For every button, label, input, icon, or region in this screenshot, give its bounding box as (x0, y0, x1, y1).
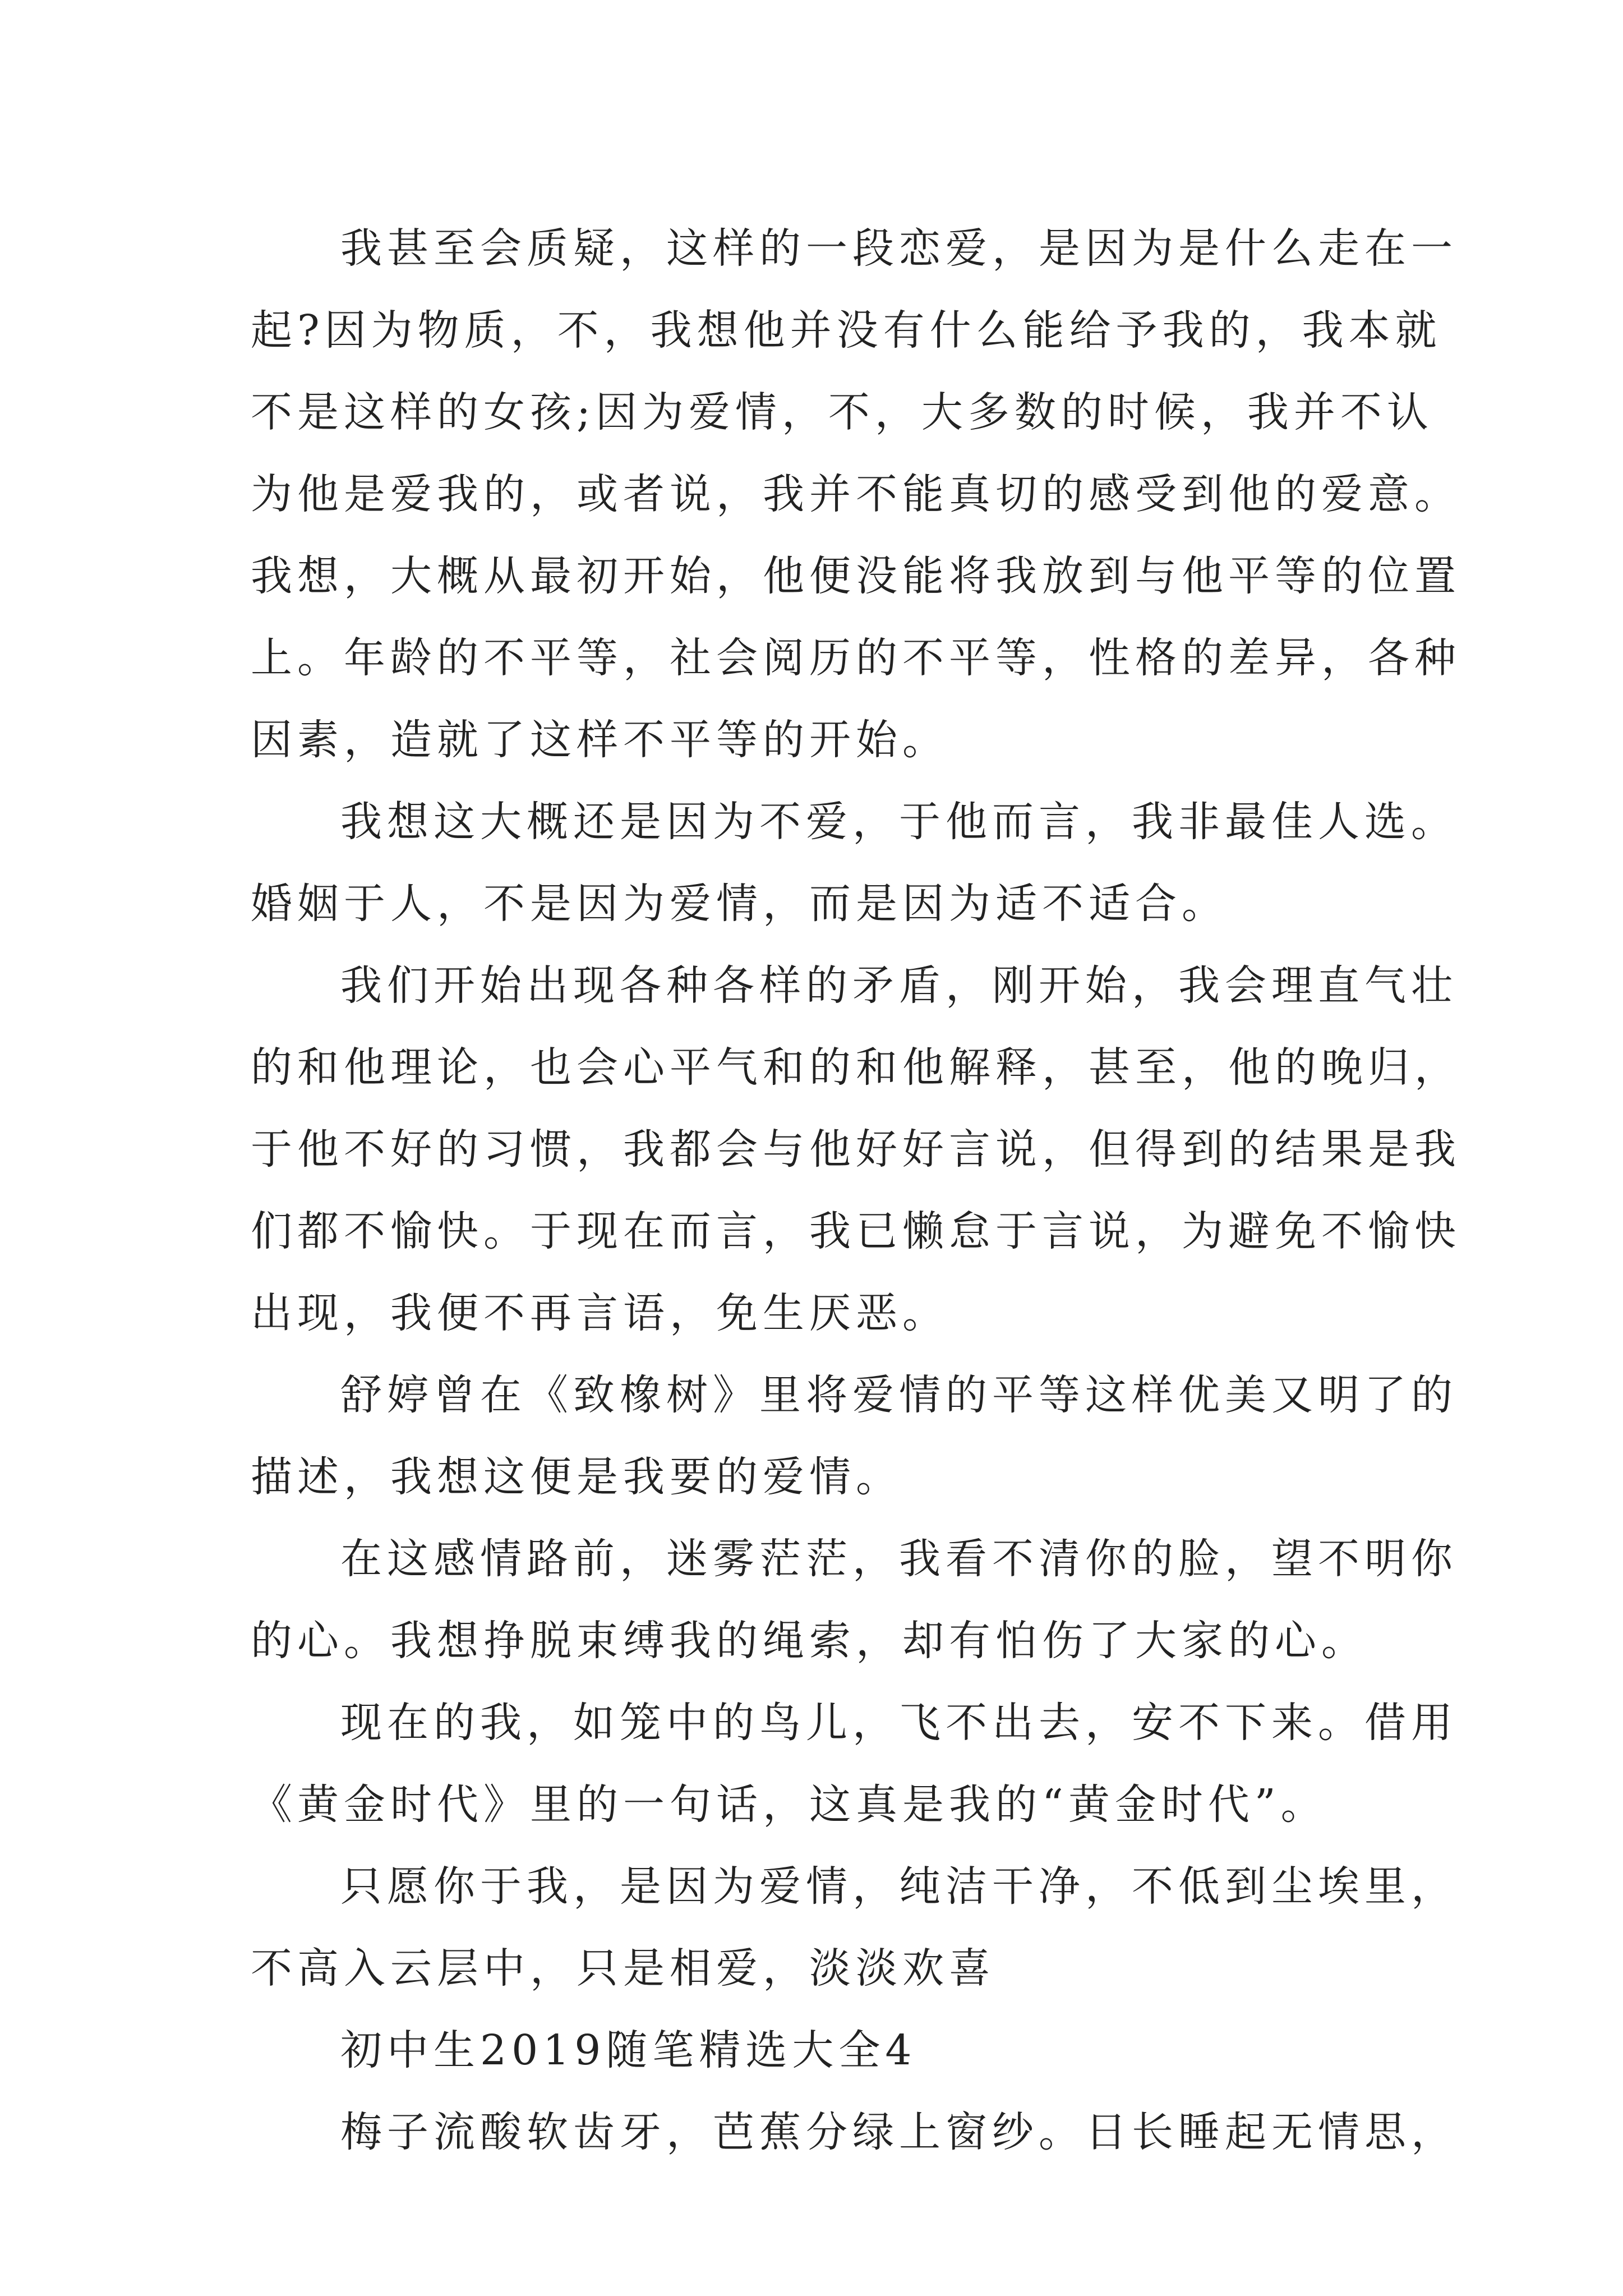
paragraph-line: 的心。我想挣脱束缚我的绳索，却有怕伤了大家的心。 (251, 1617, 1368, 1665)
paragraph-line: 《黄金时代》里的一句话，这真是我的“黄金时代”。 (251, 1780, 1327, 1829)
paragraph-line: 们都不愉快。于现在而言，我已懒怠于言说，为避免不愉快 (251, 1207, 1461, 1255)
section-heading-text: 初中生2019随笔精选大全4 (340, 2026, 917, 2074)
paragraph-line: 上。年龄的不平等，社会阅历的不平等，性格的差异，各种 (251, 634, 1461, 682)
paragraph-line: 在这感情路前，迷雾茫茫，我看不清你的脸，望不明你 (340, 1535, 1458, 1583)
paragraph-line: 我想，大概从最初开始，他便没能将我放到与他平等的位置 (251, 552, 1461, 600)
paragraph-line: 出现，我便不再言语，免生厌恶。 (251, 1289, 949, 1337)
paragraph-line: 不是这样的女孩;因为爱情，不，大多数的时候，我并不认 (251, 388, 1433, 436)
paragraph-line: 只愿你于我，是因为爱情，纯洁干净，不低到尘埃里， (340, 1862, 1458, 1911)
paragraph-6 (251, 1682, 1458, 1846)
paragraph-line: 我想这大概还是因为不爱，于他而言，我非最佳人选。 (340, 798, 1458, 846)
paragraph-line: 我们开始出现各种各样的矛盾，刚开始，我会理直气壮 (340, 961, 1458, 1010)
paragraph-line: 描述，我想这便是我要的爱情。 (251, 1453, 902, 1501)
paragraph-line: 起?因为物质，不，我想他并没有什么能给予我的，我本就 (251, 306, 1442, 355)
paragraph-line: 梅子流酸软齿牙，芭蕉分绿上窗纱。日长睡起无情思， (340, 2108, 1458, 2156)
paragraph-line: 因素，造就了这样不平等的开始。 (251, 716, 949, 764)
paragraph-line: 舒婷曾在《致橡树》里将爱情的平等这样优美又明了的 (340, 1371, 1458, 1419)
paragraph-4 (251, 1354, 1458, 1518)
paragraph-line: 为他是爱我的，或者说，我并不能真切的感受到他的爱意。 (251, 470, 1461, 518)
paragraph-line: 的和他理论，也会心平气和的和他解释，甚至，他的晚归， (251, 1043, 1461, 1092)
paragraph-line: 我甚至会质疑，这样的一段恋爱，是因为是什么走在一 (340, 224, 1458, 273)
paragraph-line: 于他不好的习惯，我都会与他好好言说，但得到的结果是我 (251, 1125, 1461, 1174)
paragraph-line: 现在的我，如笼中的鸟儿，飞不出去，安不下来。借用 (340, 1699, 1458, 1747)
paragraph-2 (251, 781, 1458, 945)
section-heading (251, 2009, 1384, 2091)
paragraph-1 (251, 208, 1461, 781)
paragraph-line: 不高入云层中，只是相爱，淡淡欢喜 (251, 1944, 995, 1993)
paragraph-7 (251, 1846, 1458, 2009)
document-body (251, 208, 1461, 2173)
paragraph-line: 婚姻于人，不是因为爱情，而是因为适不适合。 (251, 880, 1228, 928)
paragraph-8 (251, 2091, 1458, 2173)
paragraph-3 (251, 945, 1461, 1354)
paragraph-5 (251, 1518, 1458, 1682)
